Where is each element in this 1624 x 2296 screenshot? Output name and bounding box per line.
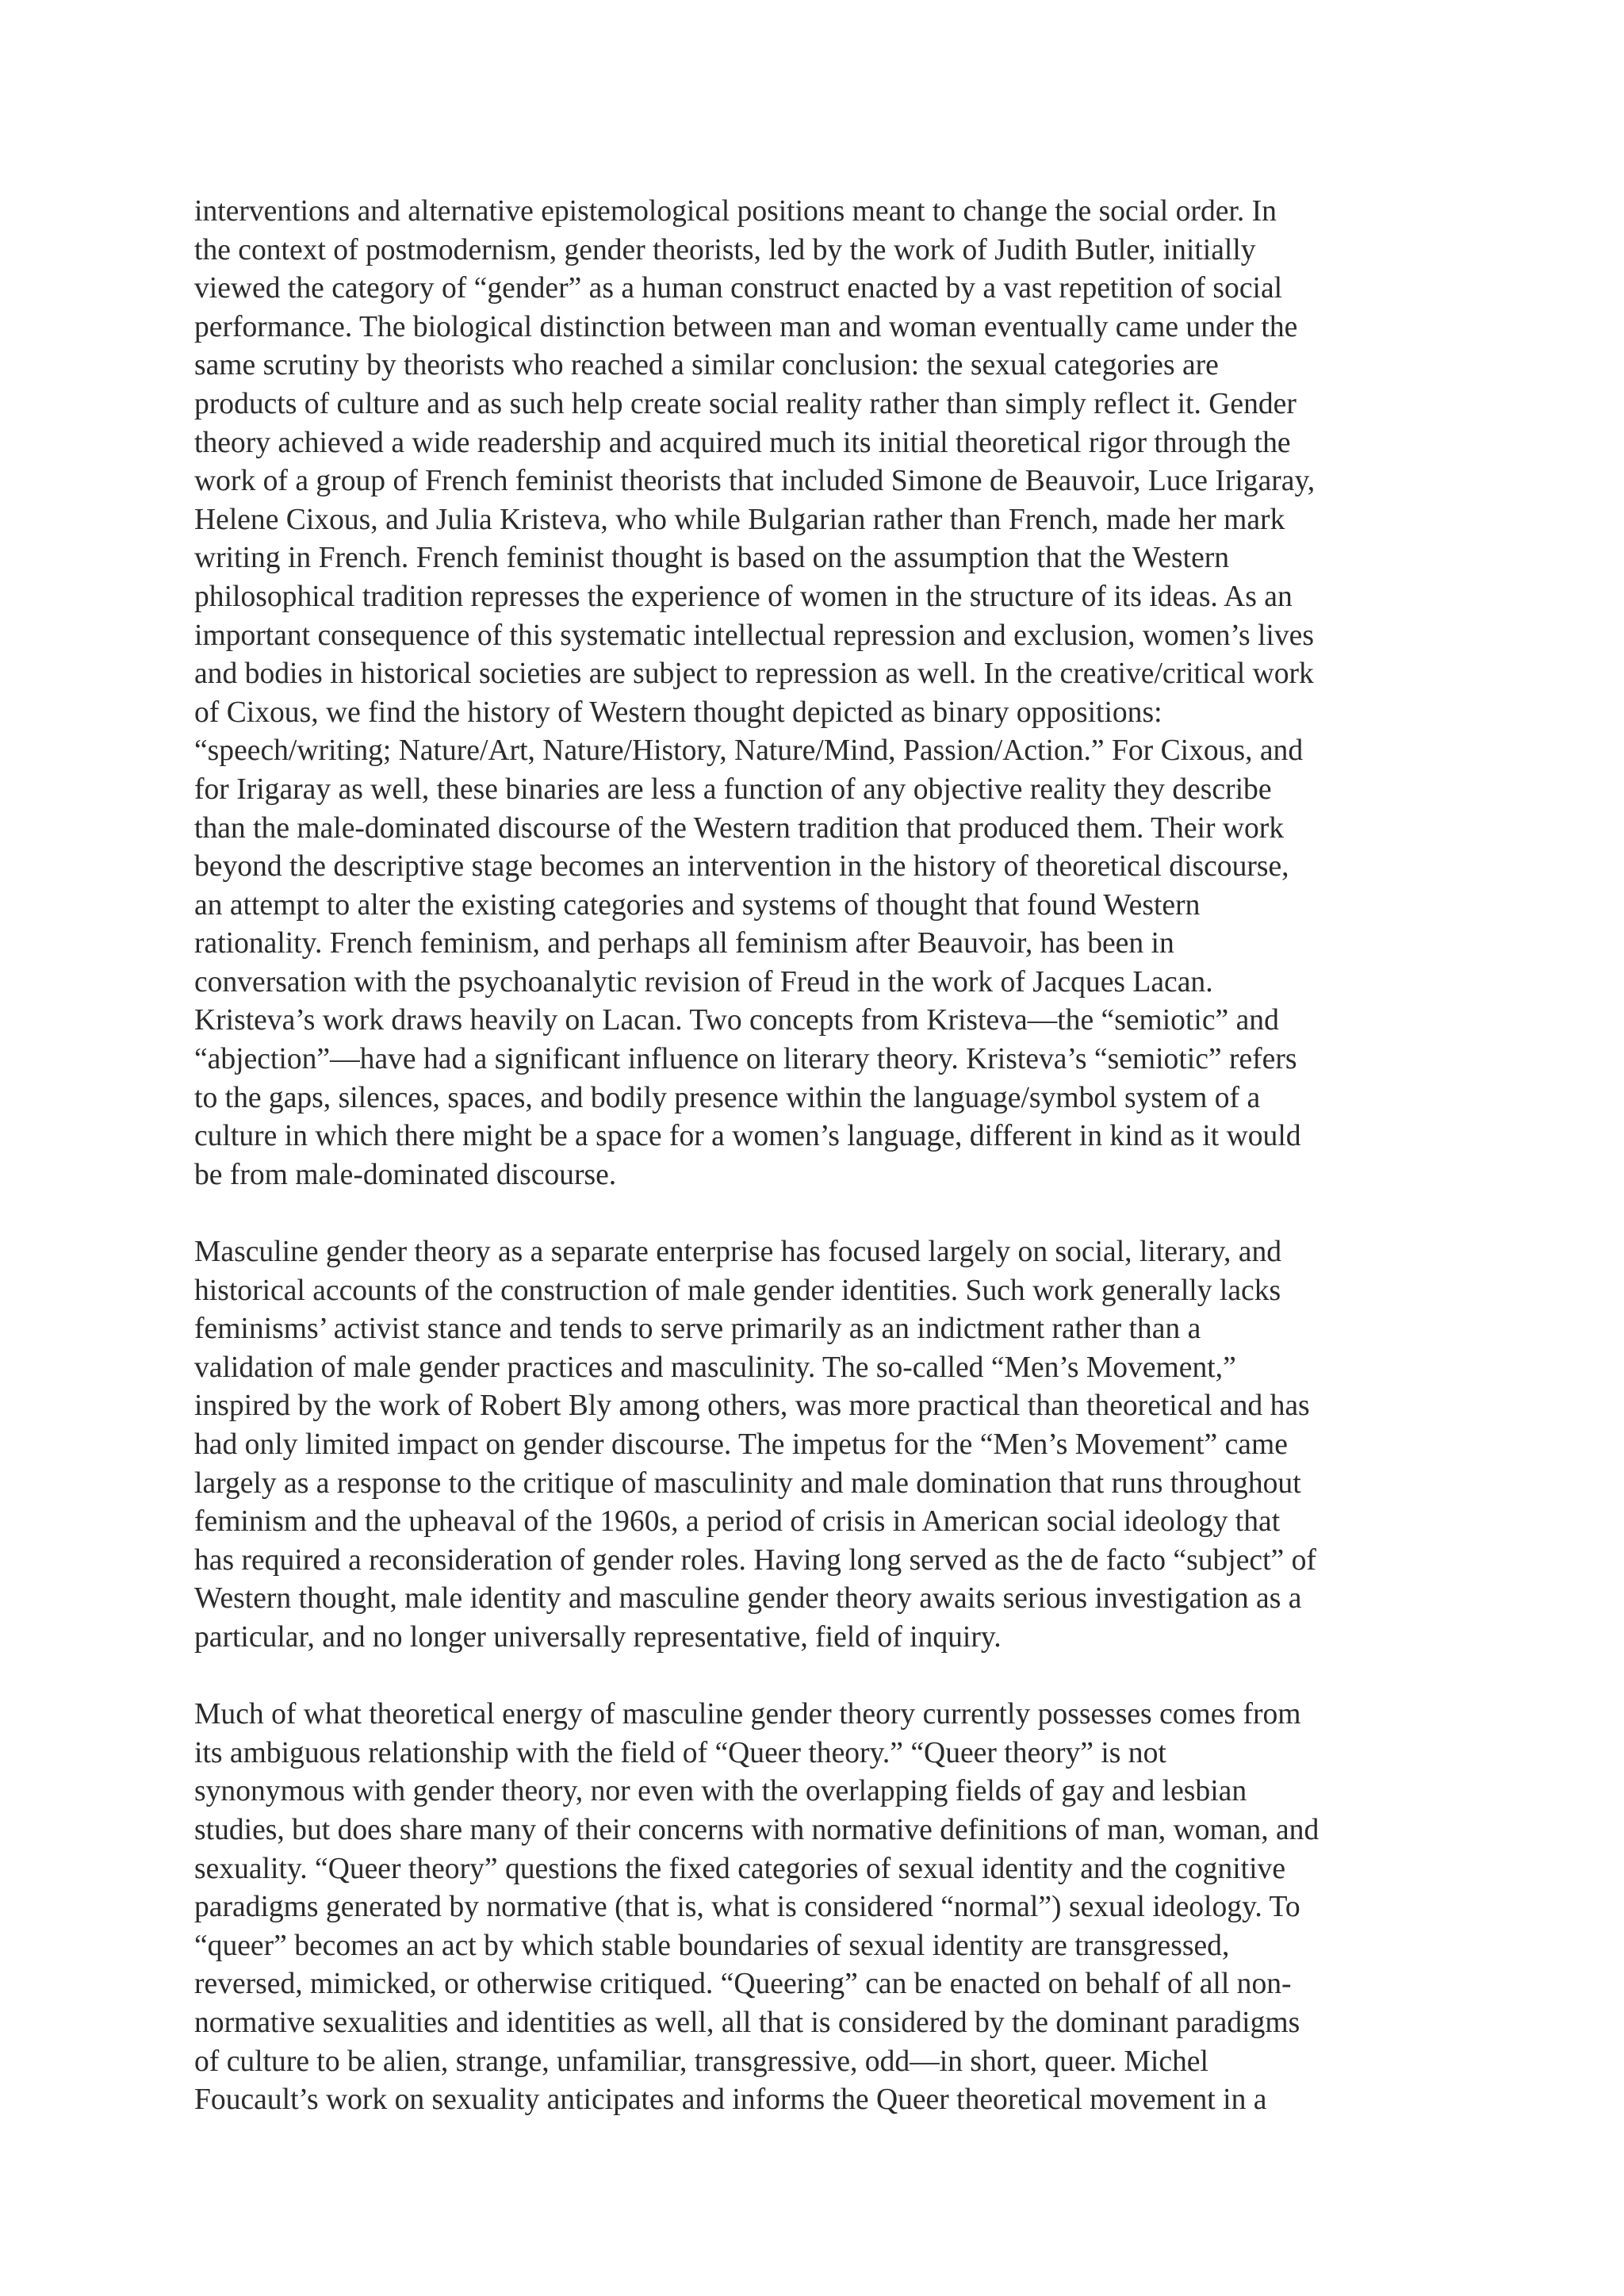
paragraph-2 bbox=[194, 1233, 1455, 1658]
paragraph-3 bbox=[194, 1696, 1455, 2120]
text-line: feminism and the upheaval of the 1960s, a period of crisis in American social ideology that bbox=[194, 1505, 1281, 1539]
text-line: has required a reconsideration of gender roles. Having long served as the de facto “subject” of bbox=[194, 1543, 1316, 1577]
text-line: paradigms generated by normative (that is, what is considered “normal”) sexual ideology. To bbox=[194, 1891, 1300, 1924]
paragraph-spacer bbox=[194, 1194, 1455, 1233]
text-line: Masculine gender theory as a separate enterprise has focused largely on social, literary, and bbox=[194, 1236, 1282, 1269]
text-line: rationality. French feminism, and perhaps all feminism after Beauvoir, has been in bbox=[194, 927, 1174, 960]
text-line: beyond the descriptive stage becomes an intervention in the history of theoretical discourse, bbox=[194, 850, 1289, 884]
text-line: validation of male gender practices and masculinity. The so-called “Men’s Movement,” bbox=[194, 1351, 1236, 1384]
text-line: conversation with the psychoanalytic revision of Freud in the work of Jacques Lacan. bbox=[194, 965, 1213, 999]
text-line: of Cixous, we find the history of Western thought depicted as binary oppositions: bbox=[194, 696, 1162, 729]
text-line: Western thought, male identity and masculine gender theory awaits serious investigation as a bbox=[194, 1582, 1302, 1616]
body-text bbox=[194, 193, 1455, 2120]
text-line: sexuality. “Queer theory” questions the fixed categories of sexual identity and the cognitive bbox=[194, 1852, 1286, 1885]
paragraph-1 bbox=[194, 193, 1455, 1194]
text-line: performance. The biological distinction between man and woman eventually came under the bbox=[194, 310, 1298, 343]
text-line: “queer” becomes an act by which stable boundaries of sexual identity are transgressed, bbox=[194, 1929, 1230, 1962]
text-line: “abjection”—have had a significant influence on literary theory. Kristeva’s “semiotic” refers bbox=[194, 1043, 1297, 1076]
text-line: an attempt to alter the existing categories and systems of thought that found Western bbox=[194, 888, 1201, 922]
text-line: to the gaps, silences, spaces, and bodily presence within the language/symbol system of a bbox=[194, 1081, 1261, 1114]
text-line: “speech/writing; Nature/Art, Nature/History, Nature/Mind, Passion/Action.” For Cixous, and bbox=[194, 734, 1304, 768]
text-line: Helene Cixous, and Julia Kristeva, who while Bulgarian rather than French, made her mark bbox=[194, 503, 1285, 536]
text-line: theory achieved a wide readership and acquired much its initial theoretical rigor through the bbox=[194, 426, 1291, 459]
text-line: largely as a response to the critique of masculinity and male domination that runs throughout bbox=[194, 1466, 1301, 1500]
text-line: same scrutiny by theorists who reached a similar conclusion: the sexual categories are bbox=[194, 349, 1219, 382]
text-line: philosophical tradition represses the experience of women in the structure of its ideas. As an bbox=[194, 580, 1293, 613]
text-line: for Irigaray as well, these binaries are less a function of any objective reality they describe bbox=[194, 772, 1272, 806]
text-line: be from male-dominated discourse. bbox=[194, 1158, 617, 1191]
text-line: than the male-dominated discourse of the Western tradition that produced them. Their work bbox=[194, 811, 1285, 845]
text-line: normative sexualities and identities as well, all that is considered by the dominant paradigms bbox=[194, 2006, 1300, 2039]
paragraph-spacer bbox=[194, 1658, 1455, 1696]
text-line: interventions and alternative epistemological positions meant to change the social order. In bbox=[194, 195, 1277, 228]
text-line: culture in which there might be a space for a women’s language, different in kind as it would bbox=[194, 1120, 1301, 1153]
text-line: studies, but does share many of their concerns with normative definitions of man, woman, and bbox=[194, 1813, 1320, 1846]
text-line: important consequence of this systematic intellectual repression and exclusion, women’s lives bbox=[194, 619, 1314, 652]
text-line: its ambiguous relationship with the field of “Queer theory.” “Queer theory” is not bbox=[194, 1736, 1166, 1769]
text-line: products of culture and as such help create social reality rather than simply reflect it. Gender bbox=[194, 387, 1297, 420]
text-line: reversed, mimicked, or otherwise critiqued. “Queering” can be enacted on behalf of all non- bbox=[194, 1968, 1292, 2001]
text-line: Foucault’s work on sexuality anticipates and informs the Queer theoretical movement in a bbox=[194, 2083, 1267, 2117]
text-line: historical accounts of the construction of male gender identities. Such work generally lacks bbox=[194, 1274, 1281, 1307]
text-line: of culture to be alien, strange, unfamiliar, transgressive, odd—in short, queer. Michel bbox=[194, 2045, 1208, 2078]
text-line: Kristeva’s work draws heavily on Lacan. Two concepts from Kristeva—the “semiotic” and bbox=[194, 1004, 1279, 1037]
text-line: and bodies in historical societies are subject to repression as well. In the creative/critical work bbox=[194, 657, 1314, 691]
text-line: viewed the category of “gender” as a human construct enacted by a vast repetition of social bbox=[194, 272, 1283, 305]
text-line: inspired by the work of Robert Bly among others, was more practical than theoretical and has bbox=[194, 1389, 1310, 1423]
text-line: work of a group of French feminist theorists that included Simone de Beauvoir, Luce Irigaray, bbox=[194, 465, 1316, 498]
text-line: Much of what theoretical energy of masculine gender theory currently possesses comes from bbox=[194, 1698, 1301, 1731]
text-line: particular, and no longer universally representative, field of inquiry. bbox=[194, 1620, 1002, 1654]
text-line: synonymous with gender theory, nor even with the overlapping fields of gay and lesbian bbox=[194, 1775, 1247, 1808]
text-line: had only limited impact on gender discourse. The impetus for the “Men’s Movement” came bbox=[194, 1428, 1288, 1461]
text-line: writing in French. French feminist thought is based on the assumption that the Western bbox=[194, 542, 1230, 575]
text-line: feminisms’ activist stance and tends to serve primarily as an indictment rather than a bbox=[194, 1313, 1201, 1346]
text-line: the context of postmodernism, gender theorists, led by the work of Judith Butler, initially bbox=[194, 233, 1256, 266]
